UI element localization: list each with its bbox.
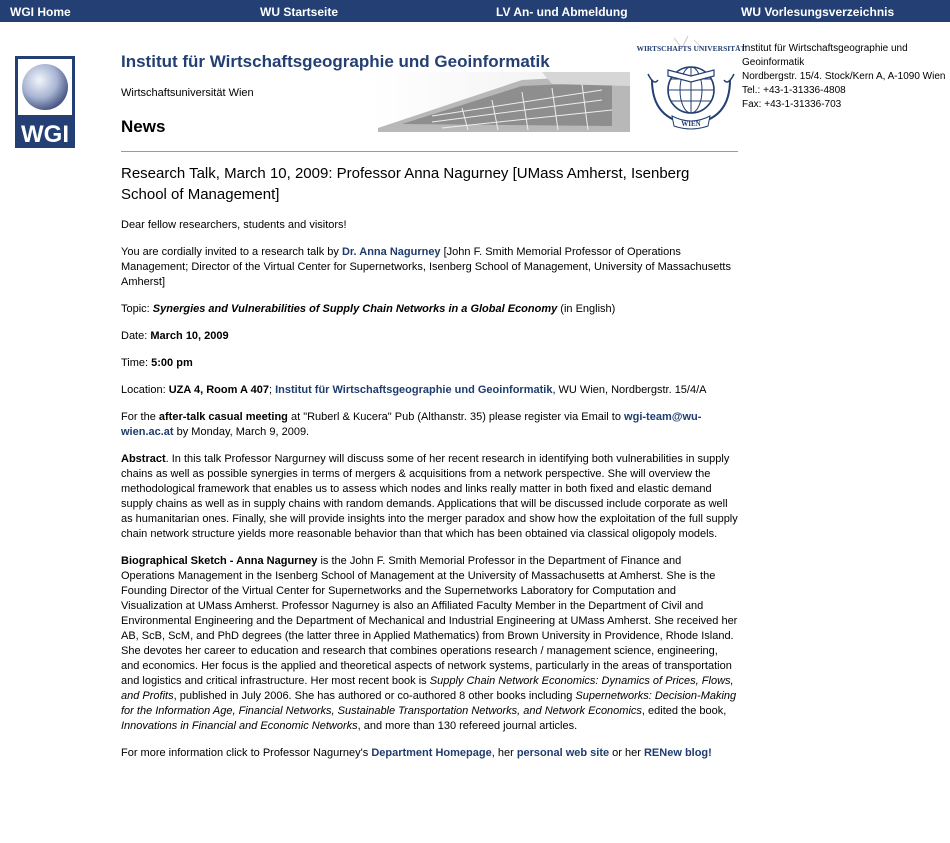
meeting-text-post: by Monday, March 9, 2009. — [173, 426, 310, 438]
meeting-text-pre: For the — [121, 411, 159, 423]
topic-value: Synergies and Vulnerabilities of Supply Chain Networks in a Global Economy — [152, 303, 558, 315]
bio-paragraph — [121, 554, 738, 734]
location-address: , WU Wien, Nordbergstr. 15/4/A — [552, 384, 707, 396]
contact-info — [742, 42, 947, 112]
time-value: 5:00 pm — [151, 357, 193, 369]
meeting-paragraph — [121, 410, 738, 440]
bio-text-4: , and more than 130 refereed journal articles. — [357, 720, 578, 732]
renew-blog-link[interactable]: RENew blog! — [643, 747, 712, 759]
more-info-paragraph — [121, 746, 738, 761]
date-value: March 10, 2009 — [150, 330, 229, 342]
topic-paragraph — [121, 302, 738, 317]
abstract-label: Abstract — [121, 453, 166, 465]
seal-top-text: WIRTSCHAFTS UNIVERSITÄT — [636, 44, 746, 53]
contact-address: Nordbergstr. 15/4. Stock/Kern A, A-1090 Wien — [742, 71, 946, 82]
section-heading: News — [121, 117, 166, 136]
bio-text-1: is the John F. Smith Memorial Professor in the Department of Finance and Operations Management in the Isenberg School of Management at the University of Massachusetts at Amherst. She is the Founding Director of the Virtual Center for Supernetworks and the Supernetworks Laboratory for Computation and Visualization at UMass Amherst. Professor Nagurney is also an Affiliated Faculty Member in the Department of Civil and Environmental Engineering and the Department of Mechanical and Industrial Engineering at UMass Amherst. She received her AB, ScB, ScM, and PhD degrees (the latter three in Applied Mathematics) from Brown University in Providence, Rhode Island. She devotes her career to education and research that combines operations research / management science, engineering, and economics. Her focus is the applied and theoretical aspects of network systems, particularly in the areas of transportation and logistics and critical infrastructure. Her most recent book is — [121, 555, 738, 687]
logo-text: WGI — [21, 121, 69, 148]
bio-book-1: Supply Chain Network Economics: Dynamics of Prices, Flows, and Profits — [121, 675, 734, 702]
meeting-label: after-talk casual meeting — [158, 411, 288, 423]
bio-text-2: , published in July 2006. She has authored or co-authored 8 other books including — [173, 690, 576, 702]
location-value: UZA 4, Room A 407 — [168, 384, 269, 396]
bio-book-3: Innovations in Financial and Economic Networks — [121, 720, 358, 732]
university-name: Wirtschaftsuniversität Wien — [121, 87, 254, 99]
seal-bottom-text: WIEN — [681, 120, 701, 128]
department-homepage-link[interactable]: Department Homepage — [371, 747, 492, 759]
speaker-link[interactable]: Dr. Anna Nagurney — [341, 246, 441, 258]
location-institute-link[interactable]: Institut für Wirtschaftsgeographie und Geoinformatik — [275, 384, 553, 396]
invite-text-pre: You are cordially invited to a research talk by — [121, 246, 342, 258]
university-seal — [636, 34, 746, 130]
more-text-mid-1: , her — [491, 747, 517, 759]
more-text-mid-2: or her — [609, 747, 644, 759]
location-paragraph — [121, 383, 738, 398]
building-photo — [372, 72, 630, 132]
date-label: Date: — [121, 330, 151, 342]
contact-phone: Tel.: +43-1-31336-4808 — [742, 85, 846, 96]
date-paragraph — [121, 329, 738, 344]
greeting: Dear fellow researchers, students and visitors! — [121, 219, 347, 231]
invite-paragraph — [121, 245, 738, 290]
more-text-pre: For more information click to Professor Nagurney's — [121, 747, 372, 759]
contact-fax: Fax: +43-1-31336-703 — [742, 99, 842, 110]
personal-website-link[interactable]: personal web site — [516, 747, 610, 759]
topic-label: Topic: — [121, 303, 153, 315]
nav-wu-startseite-link[interactable]: WU Startseite — [260, 5, 339, 19]
bio-book-2: Supernetworks: Decision-Making for the Information Age, Financial Networks, Sustainable Transportation Networks, and Network Economics — [121, 690, 737, 717]
bio-label: Biographical Sketch - Anna Nagurney — [121, 555, 318, 567]
wgi-logo[interactable] — [15, 56, 75, 148]
contact-institute: Institut für Wirtschaftsgeographie und Geoinformatik — [742, 43, 908, 68]
email-link[interactable]: wgi-team@wu-wien.ac.at — [121, 411, 702, 438]
top-navigation-bar — [0, 0, 950, 22]
article-title: Research Talk, March 10, 2009: Professor Anna Nagurney [UMass Amherst, Isenberg School of Management] — [121, 165, 690, 203]
article-content — [121, 163, 738, 773]
time-label: Time: — [121, 357, 152, 369]
header-divider — [121, 151, 738, 152]
location-separator: ; — [268, 384, 276, 396]
invite-text-post: [John F. Smith Memorial Professor of Operations Management; Director of the Virtual Center for Supernetworks, Isenberg School of Management, University of Massachusetts Amherst] — [121, 246, 731, 288]
location-label: Location: — [121, 384, 169, 396]
time-paragraph — [121, 356, 738, 371]
bio-text-3: , edited the book, — [641, 705, 727, 717]
meeting-text-mid: at "Ruberl & Kucera" Pub (Althanstr. 35) please register via Email to — [287, 411, 625, 423]
abstract-text: . In this talk Professor Nargurney will discuss some of her recent research in identifying both vulnerabilities in supply chains as well as possible synergies in terms of mergers & acquisitions from a network perspective. She will overview the methodological framework that enables us to assess which nodes and links really matter in both fixed and elastic demand supply chains as well as in supply chains with random demands. Applications that will be discussed include corporate as well as humanitarian ones. Finally, she will provide insights into the merger paradox and show how the exploitation of the full supply chain network structure yields more reasonable behavior than that which has been obtained via classical oligopoly models. — [121, 453, 738, 540]
institute-title: Institut für Wirtschaftsgeographie und Geoinformatik — [121, 52, 550, 71]
topic-language: (in English) — [557, 303, 616, 315]
nav-wgi-home-link[interactable]: WGI Home — [10, 5, 71, 19]
abstract-paragraph — [121, 452, 738, 542]
nav-vorlesungsverzeichnis-link[interactable]: WU Vorlesungsverzeichnis — [741, 5, 895, 19]
nav-lv-anmeldung-link[interactable]: LV An- und Abmeldung — [496, 5, 628, 19]
